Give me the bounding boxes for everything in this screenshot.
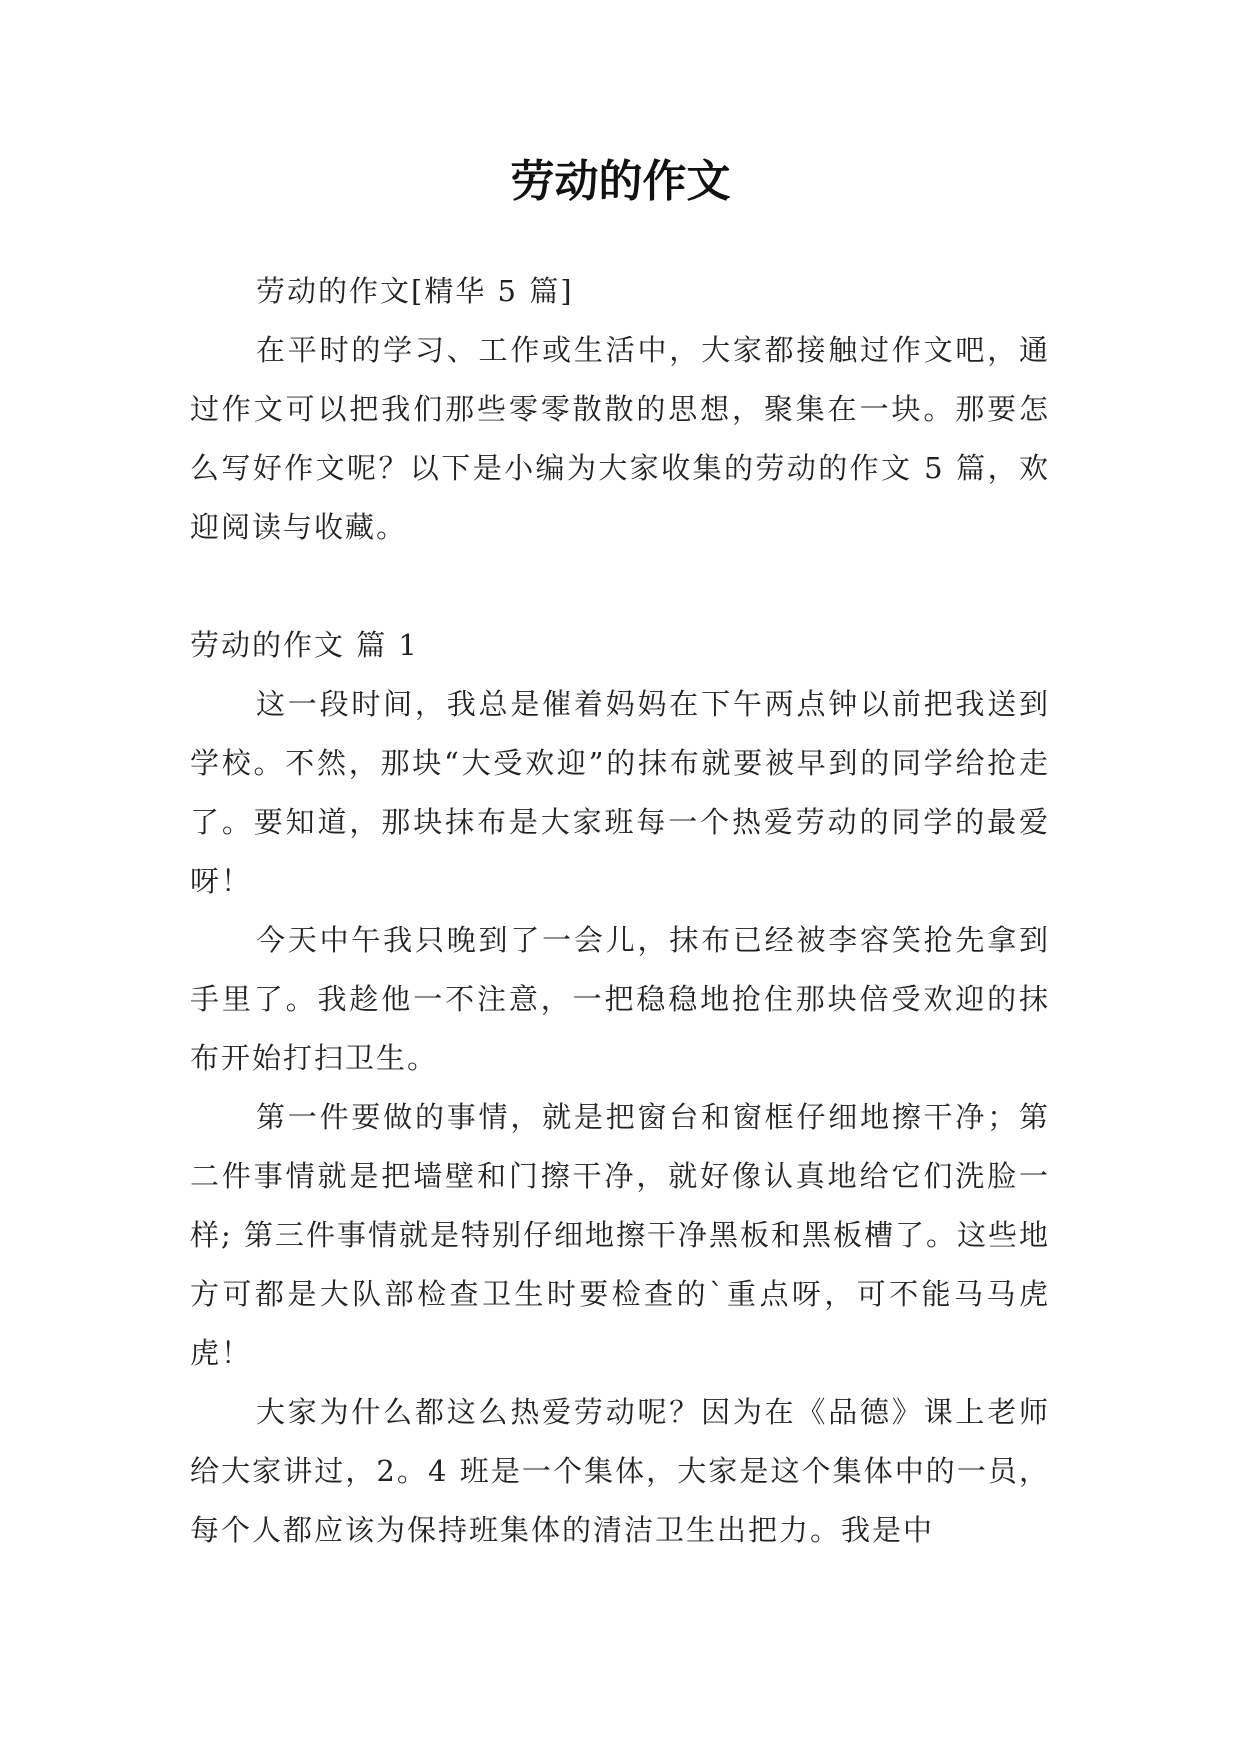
document-body [190,262,1050,1560]
body-paragraph: 今天中午我只晚到了一会儿，抹布已经被李容笑抢先拿到手里了。我趁他一不注意，一把稳稳地抢住那块倍受欢迎的抹布开始打扫卫生。 [190,923,1050,1075]
intro-paragraph: 在平时的学习、工作或生活中，大家都接触过作文吧，通过作文可以把我们那些零零散散的思想，聚集在一块。那要怎么写好作文呢？以下是小编为大家收集的劳动的作文 5 篇，欢迎阅读与收藏。 [190,333,1050,544]
body-paragraph: 这一段时间，我总是催着妈妈在下午两点钟以前把我送到学校。不然，那块“大受欢迎”的抹布就要被早到的同学给抢走了。要知道，那块抹布是大家班每一个热爱劳动的同学的最爱呀！ [190,687,1050,898]
section-heading: 劳动的作文 篇 1 [190,628,419,662]
document-subtitle: 劳动的作文[精华 5 篇] [256,274,574,308]
body-paragraph: 第一件要做的事情，就是把窗台和窗框仔细地擦干净；第二件事情就是把墙壁和门擦干净，就好像认真地给它们洗脸一样; 第三件事情就是特别仔细地擦干净黑板和黑板槽了。这些地方可都是大队部检查卫生时要检查的`重点呀，可不能马马虎虎！ [190,1100,1050,1370]
body-paragraph: 大家为什么都这么热爱劳动呢？因为在《品德》课上老师给大家讲过，2。4 班是一个集体，大家是这个集体中的一员，每个人都应该为保持班集体的清洁卫生出把力。我是中 [190,1395,1050,1547]
document-title: 劳动的作文 [510,156,731,207]
